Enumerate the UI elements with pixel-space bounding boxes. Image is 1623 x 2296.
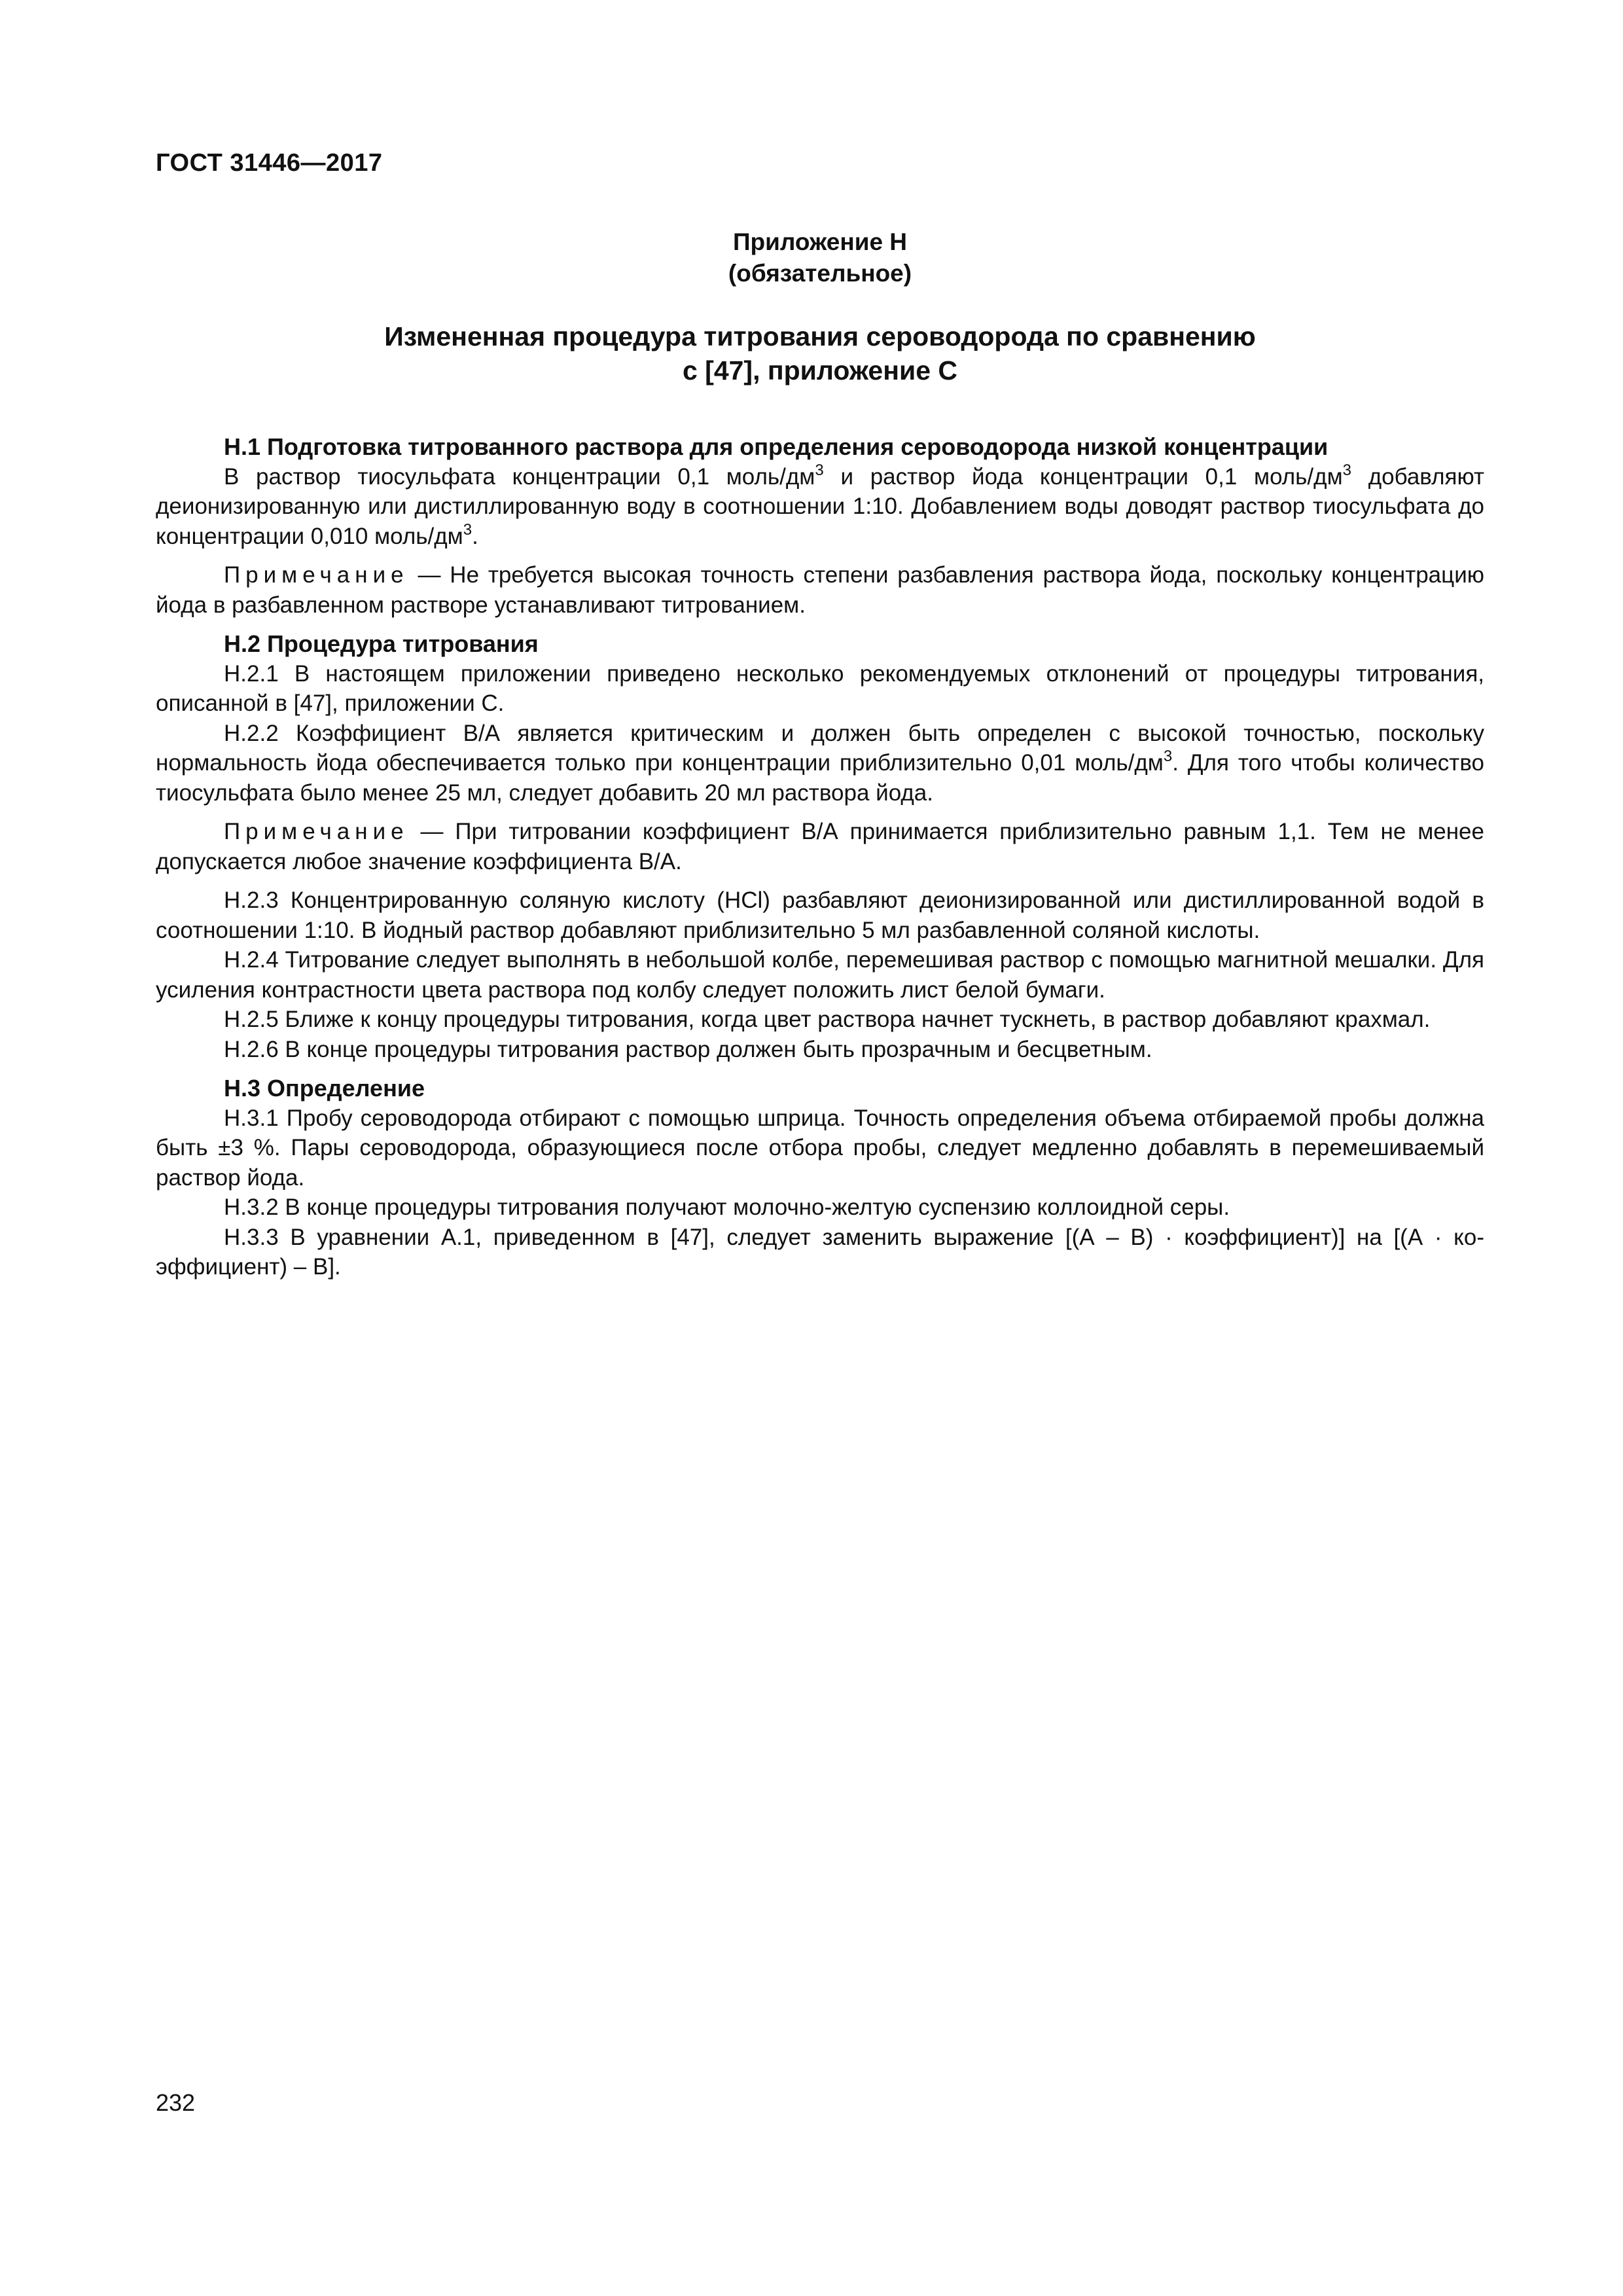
note-h2 <box>156 817 1484 876</box>
superscript: 3 <box>1342 461 1351 479</box>
paragraph-h2-2 <box>156 719 1484 808</box>
appendix-title-line-1: Измененная процедура титрования сероводорода по сравнению <box>384 321 1256 351</box>
paragraph-h3-1: Н.3.1 Пробу сероводорода отбирают с помощью шприца. Точность определения объема отбираемой пробы должна быть ±3 %. Пары сероводорода, образующиеся после отбора пробы, следует медленно добавлять в перемешиваемый раствор йода. <box>156 1105 1484 1191</box>
paragraph-h2-6: Н.2.6 В конце процедуры титрования раствор должен быть прозрачным и бесцветным. <box>224 1036 1152 1062</box>
appendix-status: (обязательное) <box>728 260 912 287</box>
appendix-title <box>156 319 1484 387</box>
appendix-label-block <box>156 226 1484 289</box>
text-segment: добавляют деионизированную или дистиллированную воду в соотношении 1:10. Добавлением воды доводят раствор тиосульфата до концентрации 0,010 моль/дм <box>156 463 1484 549</box>
note-text: — Не требуется высокая точность степени разбавления раствора йода, поскольку концентрацию йода в разбавленном растворе устанавливают титрованием. <box>156 562 1484 618</box>
section-heading-h2: Н.2 Процедура титрования <box>224 630 539 657</box>
document-body <box>156 432 1484 1282</box>
superscript: 3 <box>1163 747 1173 765</box>
superscript: 3 <box>815 461 824 479</box>
text-segment: В раствор тиосульфата концентрации 0,1 моль/дм <box>224 463 815 490</box>
paragraph-h2-4: Н.2.4 Титрование следует выполнять в небольшой колбе, перемешивая раствор с помощью магнитной мешалки. Для усиления контрастности цвета раствора под колбу следует положить лист белой бумаги. <box>156 947 1484 1003</box>
paragraph-h2-1: Н.2.1 В настоящем приложении приведено несколько рекомендуемых отклонений от процедуры титрования, описанной в [47], приложении С. <box>156 660 1484 716</box>
text-segment: и раствор йода концентрации 0,1 моль/дм <box>823 463 1343 490</box>
page-number: 232 <box>156 2089 196 2116</box>
paragraph-h2-3: Н.2.3 Концентрированную соляную кислоту (HCl) разбавляют деионизированной или дистиллированной водой в соотношении 1:10. В йодный раствор добавляют приблизительно 5 мл разбавленной соляной кислоты. <box>156 888 1484 943</box>
text-segment: . <box>472 523 478 549</box>
appendix-label: Приложение Н <box>732 228 908 255</box>
superscript: 3 <box>463 520 473 539</box>
note-label: Примечание <box>224 819 409 844</box>
paragraph-h1-body <box>156 462 1484 552</box>
paragraph-h3-2: Н.3.2 В конце процедуры титрования получают молочно-желтую суспензию коллоидной серы. <box>224 1194 1230 1220</box>
note-label: Примечание <box>224 562 409 588</box>
note-text: — При титровании коэффициент В/А принимается приблизительно равным 1,1. Тем не менее допускается любое значение коэффициента В/А. <box>156 819 1484 874</box>
text-segment: . Для того чтобы количество тиосульфата было менее 25 мл, следует добавить 20 мл раствора йода. <box>156 750 1484 806</box>
paragraph-h2-5: Н.2.5 Ближе к концу процедуры титрования, когда цвет раствора начнет тускнеть, в раствор добавляют крахмал. <box>224 1007 1431 1032</box>
appendix-title-line-2: с [47], приложение С <box>682 355 957 386</box>
standard-number: ГОСТ 31446—2017 <box>156 149 383 177</box>
note-h1 <box>156 560 1484 620</box>
text-segment: Н.2.2 Коэффициент В/А является критическим и должен быть определен с высокой точностью, поскольку нормальность йода обеспечивается только при концентрации приблизительно 0,01 моль/дм <box>156 720 1484 776</box>
section-heading-h1: Н.1 Подготовка титрованного раствора для определения сероводорода низкой концентрации <box>224 433 1329 460</box>
paragraph-h3-3: Н.3.3 В уравнении А.1, приведенном в [47], следует заменить выражение [(А – В) · коэффициент)] на [(А · коэффициент) – В]. <box>156 1224 1484 1280</box>
section-heading-h3: Н.3 Определение <box>224 1075 425 1102</box>
